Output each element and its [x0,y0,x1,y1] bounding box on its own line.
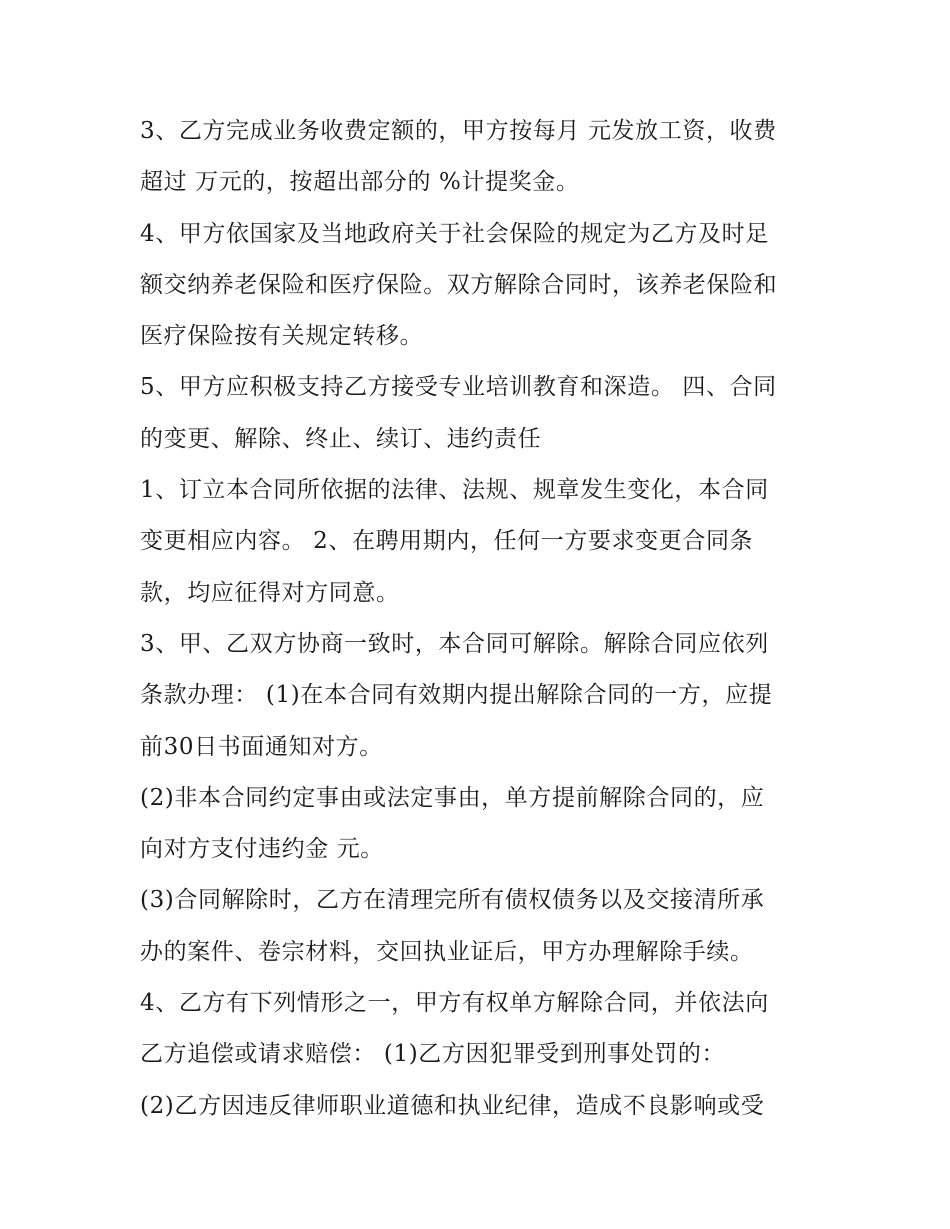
text-line: (3)合同解除时，乙方在清理完所有债权债务以及交接清所承 [140,887,765,914]
text-line: (2)非本合同约定事由或法定事由，单方提前解除合同的，应 [140,784,765,811]
text-line: 5、甲方应积极支持乙方接受专业培训教育和深造。 四、合同 [140,374,777,401]
text-line: (2)乙方因违反律师职业道德和执业纪律，造成不良影响或受 [140,1092,765,1119]
text-line: 3、甲、乙双方协商一致时，本合同可解除。解除合同应依列 [140,630,769,657]
text-line: 变更相应内容。 2、在聘用期内，任何一方要求变更合同条 [140,528,754,555]
text-line: 办的案件、卷宗材料，交回执业证后，甲方办理解除手续。 [140,938,754,965]
text-line: 3、乙方完成业务收费定额的，甲方按每月 元发放工资，收费 [140,118,777,144]
text-line: 乙方追偿或请求赔偿： (1)乙方因犯罪受到刑事处罚的： [140,1041,726,1068]
text-line: 前30日书面通知对方。 [140,733,383,760]
text-line: 条款办理： (1)在本合同有效期内提出解除合同的一方，应提 [140,682,773,709]
text-line: 的变更、解除、终止、续订、违约责任 [140,425,542,452]
text-line: 款，均应征得对方同意。 [140,579,400,606]
text-line: 额交纳养老保险和医疗保险。双方解除合同时，该养老保险和 [140,271,778,298]
text-line: 4、乙方有下列情形之一，甲方有权单方解除合同，并依法向 [140,990,769,1017]
text-line: 向对方支付违约金 元。 [140,836,384,863]
contract-text [140,106,820,1132]
text-line: 1、订立本合同所依据的法律、法规、规章发生变化，本合同 [140,477,769,504]
text-line: 医疗保险按有关规定转移。 [140,323,424,350]
text-line: 4、甲方依国家及当地政府关于社会保险的规定为乙方及时足 [140,220,769,247]
text-line: 超过 万元的，按超出部分的 %计提奖金。 [140,169,580,196]
